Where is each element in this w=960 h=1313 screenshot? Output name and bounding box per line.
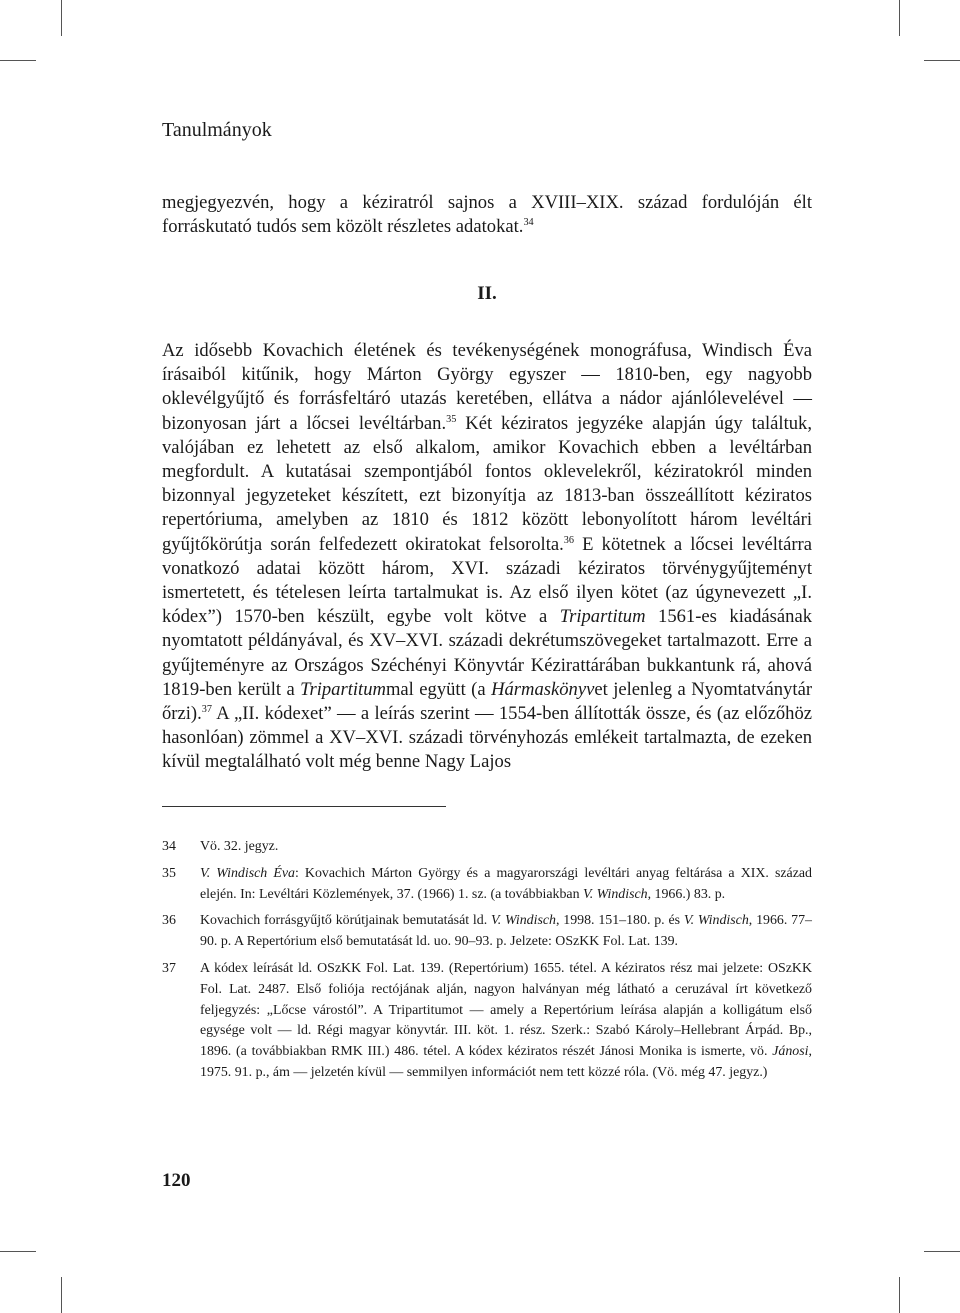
footnote-number: 35	[162, 865, 176, 881]
footnote-ref[interactable]: 36	[563, 534, 574, 546]
paragraph-text: A „II. kódexet” — a leírás szerint — 1554-ben állították össze, és (az előzőhöz hasonlóan) zömmel a XV–XVI. századi törvényhozás emlékeit tartalmazta, de ezeken kívül megtalálható volt még benne Nagy Lajos	[162, 703, 812, 773]
footnote-text	[200, 959, 812, 1084]
footnote-35	[162, 864, 812, 906]
footnote-segment: : Kovachich Márton György és a magyarországi levéltári anyag feltárása a XIX. század elején. In: Levéltári Közlemények, 37. (1966) 1. sz. (a továbbiakban	[200, 865, 813, 902]
footnote-34	[162, 837, 812, 858]
crop-mark-bottom-left	[61, 1277, 62, 1313]
paragraph-text: Két kéziratos jegyzéke alapján úgy találtuk, valójában ez lehetett az első alkalom, amikor Kovachich ebben a levéltárban megfordult. A kutatásai szempontjából fontos oklevelekről, kéziratokról minden bizonnyal jegyzeteket készített, ezt bizonyítja az 1813-ban összeállított kéziratos repertóriuma, amelyben az 1810 és 1812 között lebonyolított három levéltári gyűjtőkörútja során felfedezett okiratokat felsorolta.	[162, 412, 812, 555]
page-number: 120	[162, 1170, 191, 1191]
footnote-ref[interactable]: 34	[523, 217, 534, 229]
italic-title: Tripartitum	[559, 606, 646, 628]
footnote-36	[162, 911, 812, 953]
footnote-author: V. Windisch	[583, 886, 648, 902]
footnote-rule	[162, 806, 446, 807]
footnote-37	[162, 959, 812, 1084]
footnote-number: 34	[162, 839, 176, 854]
paragraph-main	[162, 339, 812, 775]
footnotes	[162, 837, 812, 1090]
footnote-author: Jánosi	[772, 1044, 809, 1060]
footnote-segment: A kódex leírását ld. OSzKK Fol. Lat. 139. (Repertórium) 1655. tétel. A kéziratos rész mai jelzete: OSzKK Fol. Lat. 2487. Első foliója rectójának alján, nagyon halványan még látható a ceruzával írt következő feljegyzés: „Lőcse várostól”. A Tripartitumot — amely a Repertórium leírása alapján a kolligátum első egysége volt — ld. Régi magyar könyvtár. III. köt. 1. rész. Szerk.: Szabó Károly–Hellebrant Árpád. Bp., 1896. (a továbbiakban RMK III.) 486. tétel. A kódex kéziratos részét Jánosi Monika is ismerte, vö.	[200, 960, 812, 1060]
footnote-author: V. Windisch	[683, 913, 749, 929]
footnote-author: V. Windisch	[491, 913, 556, 929]
footnote-segment: , 1966.) 83. p.	[647, 886, 726, 902]
crop-mark-top-right	[899, 0, 900, 36]
crop-mark-top-right-h	[924, 60, 960, 61]
section-heading: II.	[477, 283, 497, 304]
running-head: Tanulmányok	[162, 119, 272, 141]
footnote-text	[200, 864, 812, 906]
crop-mark-top-left	[61, 0, 62, 36]
footnote-text: Vö. 32. jegyz.	[200, 839, 279, 854]
footnote-text	[200, 911, 812, 953]
paragraph-text: et jelenleg a Nyomtatványtár őrzi).	[162, 678, 813, 725]
crop-mark-bottom-left-h	[0, 1251, 36, 1252]
paragraph-text: Az idősebb Kovachich életének és tevékenységének monográfusa, Windisch Éva írásaiból kitűnik, hogy Márton György egyszer — 1810-ben, egy nagyobb oklevélgyűjtő és forrásfeltáró utazás keretében, ellátva a nádor ajánlólevelével — bizonyosan járt a lőcsei levéltárban.	[162, 340, 812, 434]
paragraph-text: E kötetnek a lőcsei levéltárra vonatkozó adatai között három, XVI. századi kéziratos törvénygyűjteményt ismertetett, és tételesen leírta tartalmukat is. Az első ilyen kötet (az úgynevezett „I. kódex”) 1570-ben készült, egybe volt kötve a	[162, 533, 812, 628]
paragraph-text: megjegyezvén, hogy a kéziratról sajnos a XVIII–XIX. század fordulóján élt forráskutató tudós sem közölt részletes adatokat.	[162, 192, 812, 238]
footnote-segment: , 1966. 77–90. p. A Repertórium első bemutatását ld. uo. 90–93. p. Jelzete: OSzKK Fol. Lat. 139.	[200, 913, 812, 950]
footnote-segment: , 1998. 151–180. p. és	[555, 913, 684, 929]
paragraph-text: 1561-es kiadásának nyomtatott példányával, és XV–XVI. századi dekrétumszövegeket tartalmazott. Erre a gyűjteményre az Országos Széchényi Könyvtár Kézirattárában bukkantunk rá, ahová 1819-ben került a	[162, 606, 812, 700]
footnote-ref[interactable]: 35	[446, 413, 457, 425]
footnote-segment: , 1975. 91. p., ám — jelzetén kívül — semmilyen információt nem tett közzé róla. (Vö. még 47. jegyz.)	[200, 1044, 812, 1080]
crop-mark-bottom-right-h	[924, 1251, 960, 1252]
footnote-number: 37	[162, 960, 176, 976]
crop-mark-top-left-h	[0, 60, 36, 61]
footnote-ref[interactable]: 37	[201, 703, 212, 715]
footnote-number: 36	[162, 913, 176, 929]
paragraph-text: mal együtt (a	[385, 678, 492, 700]
crop-mark-bottom-right	[899, 1277, 900, 1313]
paragraph-continuation	[162, 191, 812, 239]
italic-title: Tripartitum	[300, 678, 386, 700]
italic-title: Hármaskönyv	[491, 678, 595, 700]
footnote-author: V. Windisch Éva	[200, 865, 295, 881]
footnote-segment: Kovachich forrásgyűjtő körútjainak bemutatását ld.	[200, 913, 492, 929]
